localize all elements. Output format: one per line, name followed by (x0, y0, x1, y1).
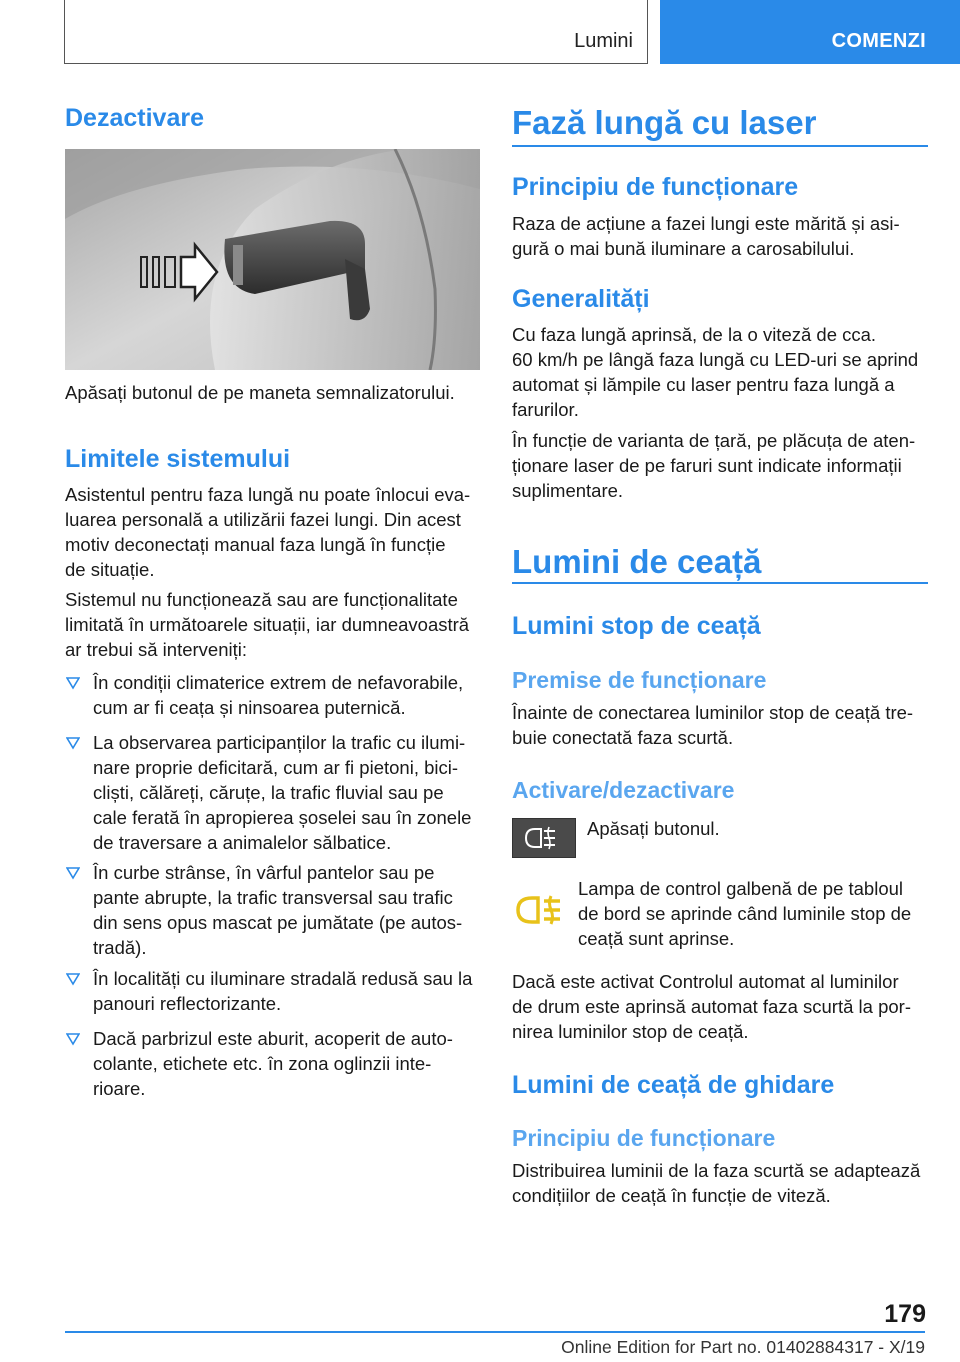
text-line: buie conectată faza scurtă. (512, 727, 734, 748)
text-line: condițiilor de ceață în funcție de viteză. (512, 1185, 831, 1206)
principle-text (512, 211, 900, 261)
text-line: luarea personală a utilizării fazei lungi. Din acest (65, 509, 461, 530)
text-line: de traversare a animalelor sălbatice. (93, 832, 392, 853)
text-line: ceață sunt aprinse. (578, 928, 735, 949)
text-line: La observarea participanților la trafic cu ilumi‐ (93, 732, 466, 753)
fog-lights-heading: Lumini de ceață (512, 543, 762, 580)
text-line: din sens opus mascat pe jumătate (pe autos‐ (93, 912, 463, 933)
general-paragraph-2 (512, 428, 915, 503)
turn-signal-lever-photo (65, 149, 480, 370)
text-line: motiv deconectați manual faza lungă în funcție (65, 534, 446, 555)
text-line: cale ferată în apropierea șoselei sau în zonele (93, 807, 472, 828)
text-line: suplimentare. (512, 480, 624, 501)
text-line: rioare. (93, 1078, 146, 1099)
heading-rule (512, 145, 928, 147)
header-section-tab (64, 0, 648, 64)
general-heading: Generalități (512, 285, 650, 313)
text-line: pante abrupte, la trafic transversal sau trafic (93, 887, 453, 908)
premise-heading: Premise de funcționare (512, 667, 767, 693)
indicator-lamp-text (578, 876, 911, 951)
page-number: 179 (884, 1300, 926, 1328)
text-line: Distribuirea luminii de la faza scurtă se adaptează (512, 1160, 921, 1181)
auto-light-text (512, 969, 911, 1044)
text-line: În condiții climaterice extrem de nefavorabile, (93, 672, 464, 693)
limits-heading: Limitele sistemului (65, 445, 291, 473)
limits-paragraph-2 (65, 587, 469, 662)
text-line: Dacă este activat Controlul automat al luminilor (512, 971, 899, 992)
text-line: Înainte de conectarea luminilor stop de ceață tre‐ (512, 702, 914, 723)
text-line: În curbe strânse, în vârful pantelor sau pe (93, 862, 435, 883)
principle-heading: Principiu de funcționare (512, 173, 799, 201)
bullet-item (93, 860, 462, 960)
heading-rule (512, 582, 928, 584)
text-line: automat și lămpile cu laser pentru faza lungă a (512, 374, 895, 395)
premise-text (512, 700, 913, 750)
text-line: ționare laser de pe faruri sunt indicate informații (512, 455, 902, 476)
image-caption: Apăsați butonul de pe maneta semnalizatorului. (65, 382, 455, 403)
triangle-bullet-icon (66, 866, 88, 882)
triangle-bullet-icon (66, 736, 88, 752)
text-line: 60 km/h pe lângă faza lungă cu LED-uri se aprind (512, 349, 919, 370)
text-line: Asistentul pentru faza lungă nu poate înlocui eva‐ (65, 484, 471, 505)
text-line: de drum este aprinsă automat faza scurtă la por‐ (512, 996, 911, 1017)
text-line: limitată în următoarele situații, iar dumneavoastră (65, 614, 470, 635)
text-line: cliști, călăreți, căruțe, la trafic fluvial sau pe (93, 782, 444, 803)
text-line: de bord se aprinde când luminile stop de (578, 903, 912, 924)
text-line: Raza de acțiune a fazei lungi este mărită și asi‐ (512, 213, 900, 234)
footer-rule (65, 1331, 925, 1333)
laser-high-beam-heading: Fază lungă cu laser (512, 104, 817, 141)
guide-principle-heading: Principiu de funcționare (512, 1125, 776, 1151)
text-line: farurilor. (512, 399, 579, 420)
text-line: ar trebui să interveniți: (65, 639, 248, 660)
general-paragraph-1 (512, 322, 918, 422)
triangle-bullet-icon (66, 1032, 88, 1048)
header-chapter-label: COMENZI (831, 30, 926, 52)
text-line: panouri reflectorizante. (93, 993, 282, 1014)
bullet-item (93, 730, 471, 855)
text-line: cum ar fi ceața și ninsoarea puternică. (93, 697, 406, 718)
lever-illustration (65, 149, 480, 370)
bullet-item (93, 966, 472, 1016)
rear-fog-heading: Lumini stop de ceață (512, 612, 761, 640)
text-line: Sistemul nu funcționează sau are funcționalitate (65, 589, 458, 610)
limits-paragraph-1 (65, 482, 470, 582)
deactivate-heading: Dezactivare (65, 104, 204, 132)
text-line: În localități cu iluminare stradală redusă sau la (93, 968, 473, 989)
guide-text (512, 1158, 920, 1208)
triangle-bullet-icon (66, 972, 88, 988)
text-line: gură o mai bună iluminare a carosabilului. (512, 238, 855, 259)
bullet-item (93, 670, 463, 720)
text-line: nirea luminilor stop de ceață. (512, 1021, 749, 1042)
text-line: Cu faza lungă aprinsă, de la o viteză de cca. (512, 324, 877, 345)
guide-fog-heading: Lumini de ceață de ghidare (512, 1071, 835, 1099)
text-line: Lampa de control galbenă de pe tabloul (578, 878, 904, 899)
header-chapter-tab (660, 0, 960, 64)
text-line: nare proprie deficitară, cum ar fi pietoni, bici‐ (93, 757, 459, 778)
triangle-bullet-icon (66, 676, 88, 692)
text-line: tradă). (93, 937, 147, 958)
bullet-item (93, 1026, 453, 1101)
edition-footer: Online Edition for Part no. 01402884317 - X/19 (561, 1337, 925, 1357)
text-line: colante, etichete etc. în zona oglinzii inte‐ (93, 1053, 432, 1074)
text-line: Dacă parbrizul este aburit, acoperit de auto‐ (93, 1028, 453, 1049)
text-line: de situație. (65, 559, 155, 580)
rear-fog-button-icon (512, 818, 576, 858)
header-section-label: Lumini (574, 30, 633, 52)
text-line: În funcție de varianta de țară, pe plăcuța de aten‐ (512, 430, 916, 451)
rear-fog-indicator-icon (512, 888, 572, 932)
activate-heading: Activare/dezactivare (512, 777, 735, 803)
press-button-text: Apăsați butonul. (587, 818, 720, 839)
